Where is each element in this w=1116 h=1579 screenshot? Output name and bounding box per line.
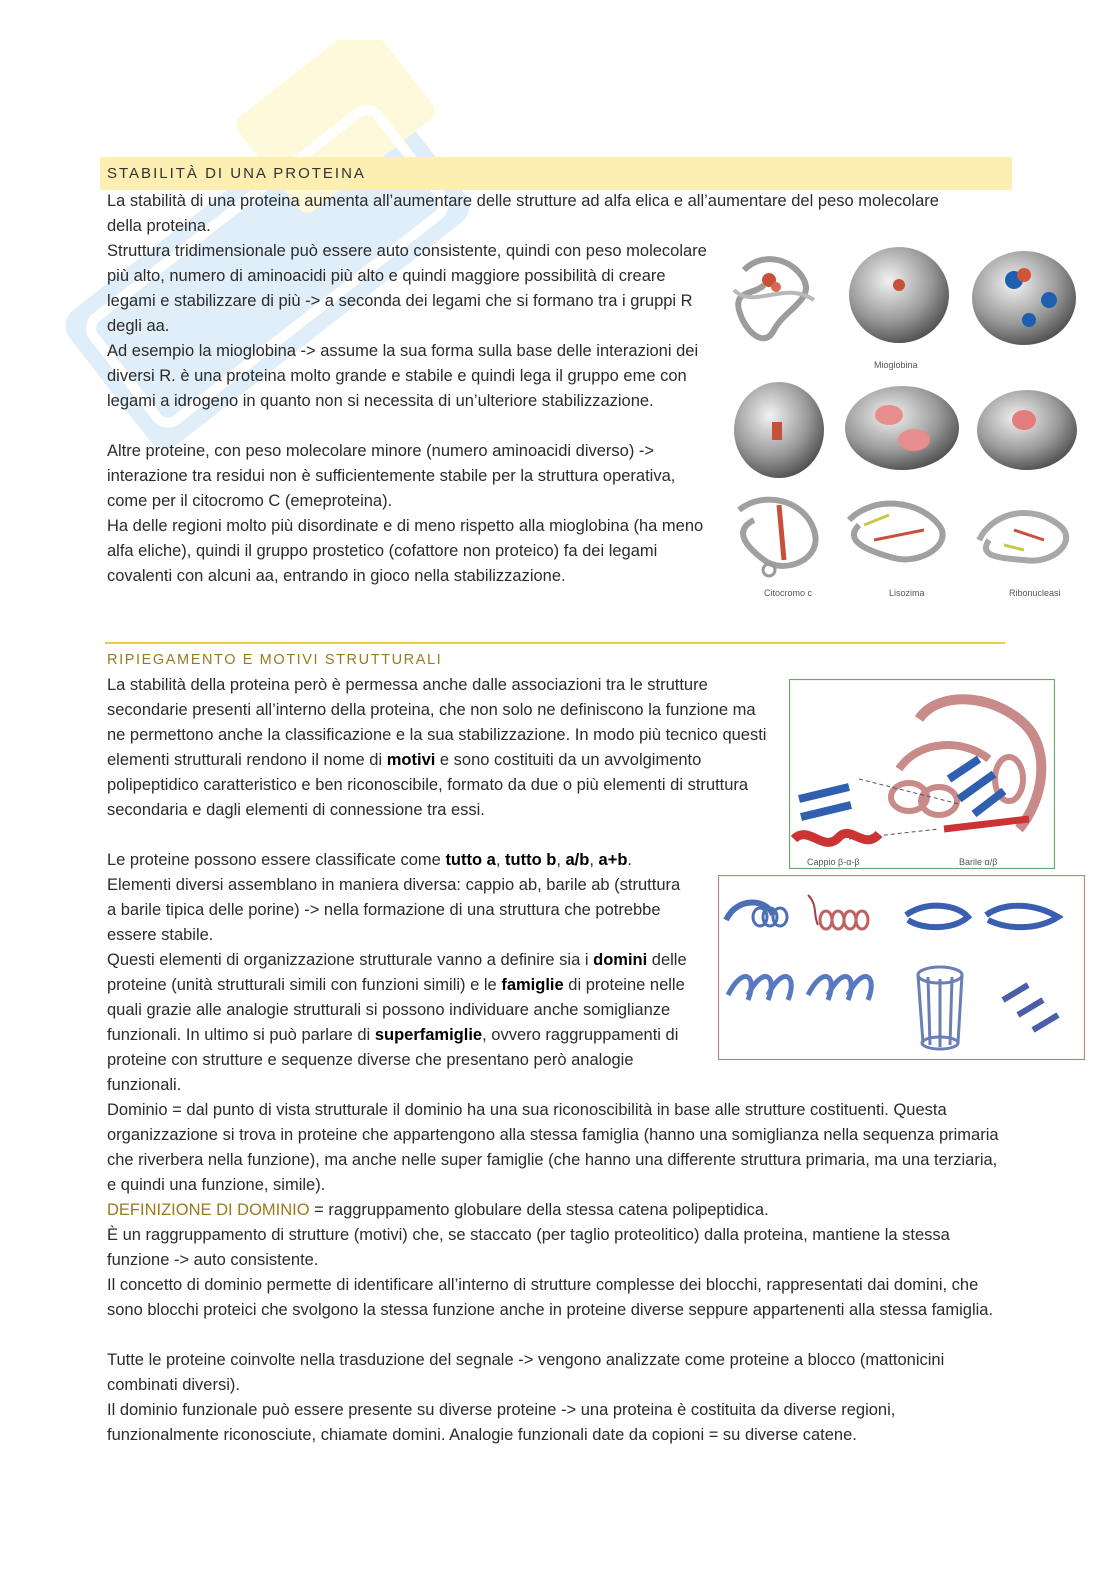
paragraph-altre-proteine: Altre proteine, con peso molecolare minore (numero aminoacidi diverso) -> interazione tra residui non è sufficientemente stabile per la struttura operativa, come per il citocromo C (emeproteina). [107,442,676,510]
definition-label: DEFINIZIONE DI DOMINIO [107,1201,310,1219]
caption-cappio: Cappio β-α-β [807,857,860,867]
caption-lisozima: Lisozima [889,588,925,598]
term-domini: domini [593,951,648,969]
term-a-b: a/b [565,851,590,869]
mioglobina-surface-image [849,247,949,343]
ribonucleasi-surface-image [977,390,1077,470]
paragraph-mioglobina: Ad esempio la mioglobina -> assume la sua forma sulla base delle interazioni dei diversi R. è una proteina molto grande e stabile e quindi lega il gruppo eme con legami a idrogeno in quanto non si necessita di un’ulteriore stabilizzazione. [107,342,699,410]
lisozima-surface-image [845,386,959,470]
caption-citocromo: Citocromo c [764,588,813,598]
citocromo-ribbon-image [739,500,816,576]
paragraph-elementi-diversi: Elementi diversi assemblano in maniera diversa: cappio ab, barile ab (struttura a barile tipica delle porine) -> nella formazione di una struttura che potrebbe essere stabile. [107,876,681,944]
mioglobina-surface-charge-image [972,251,1076,345]
figure-barile-alfa-beta [789,679,1055,869]
paragraph-struttura: Struttura tridimensionale può essere auto consistente, quindi con peso molecolare più alto, numero di aminoacidi più alto e quindi maggiore possibilità di creare legami e stabilizzare di più -> a seconda dei legami che si formano tra i gruppi R degli aa. [107,242,707,335]
ribonucleasi-ribbon-image [979,513,1066,561]
paragraph-regioni: Ha delle regioni molto più disordinate e di meno rispetto alla mioglobina (ha meno alfa eliche), quindi il gruppo prostetico (cofattore non proteico) fa dei legami covalenti con alcuni aa, entrando in gioco nella stabilizzazione. [107,517,704,585]
paragraph-classificazione: Le proteine possono essere classificate come tutto a, tutto b, a/b, a+b. [107,851,633,869]
term-motivi: motivi [386,751,436,769]
caption-barile: Barile α/β [959,857,998,867]
figure-protein-structures [724,240,1090,610]
paragraph-trasduzione: Tutte le proteine coinvolte nella trasduzione del segnale -> vengono analizzate come proteine a blocco (mattonicini combinati diversi). [107,1351,945,1394]
paragraph-motivi: La stabilità della proteina però è permessa anche dalle associazioni tra le strutture secondarie presenti all’interno della proteina, che non solo ne definiscono la funzione ma ne permettono anche la classificazione e la sua stabilizzazione. In modo più tecnico questi elementi strutturali rendono il nome di motivi e sono costituiti da un avvolgimento polipeptidico caratteristico e ben riconoscibile, formato da due o più elementi di struttura secondaria e dagli elementi di connessione tra essi. [107,676,767,819]
citocromo-surface-image [734,382,824,478]
paragraph-intro: La stabilità di una proteina aumenta all’aumentare delle strutture ad alfa elica e all’aumentare del peso molecolare della proteina. [107,192,939,235]
term-tutto-a: tutto a [445,851,496,869]
term-tutto-b: tutto b [505,851,557,869]
figure-motivi-strutturali [718,875,1085,1060]
term-a-piu-b: a+b [598,851,628,869]
paragraph-dominio-funzionale: Il dominio funzionale può essere presente su diverse proteine -> una proteina è costituita da diverse regioni, funzionalmente riconosciute, chiamate domini. Analogie funzionali date da copioni = su diverse catene. [107,1401,896,1444]
lisozima-ribbon-image [849,504,943,560]
term-superfamiglie: superfamiglie [374,1026,483,1044]
mioglobina-ribbon-image [734,259,814,338]
section-divider [105,642,1005,644]
paragraph-definizione-dominio: DEFINIZIONE DI DOMINIO = raggruppamento globulare della stessa catena polipeptidica. [107,1201,769,1219]
paragraph-concetto-dominio: Il concetto di dominio permette di identificare all’interno di strutture complesse dei blocchi, rappresentati dai domini, che sono blocchi proteici che svolgono la stessa funzione anche in proteine diverse seppure appartenenti alla stessa famiglia. [107,1276,994,1319]
caption-mioglobina: Mioglobina [874,360,918,370]
caption-ribonucleasi: Ribonucleasi [1009,588,1061,598]
paragraph-domini-famiglie: Questi elementi di organizzazione strutturale vanno a definire sia i domini delle proteine (unità strutturali simili con funzioni simili) e le famiglie di proteine nelle quali grazie alle analogie strutturali si possono individuare anche somiglianze funzionali. In ultimo si può parlare di superfamiglie, ovvero raggruppamenti di proteine con strutture e sequenze diverse che presentano però analogie funzionali. [107,951,687,1094]
section-title-stabilita: STABILITÀ DI UNA PROTEINA [100,157,1012,190]
section-title-ripiegamento: RIPIEGAMENTO E MOTIVI STRUTTURALI [107,652,443,668]
term-famiglie: famiglie [501,976,564,994]
paragraph-dominio: Dominio = dal punto di vista strutturale il dominio ha una sua riconoscibilità in base alle strutture costituenti. Questa organizzazione si trova in proteine che appartengono alla stessa famiglia (hanno una somiglianza nella sequenza primaria che riverbera nella funzione), ma anche nelle super famiglie (che hanno una differente struttura primaria, ma una terziaria, e quindi una funzione, simile). [107,1101,999,1194]
paragraph-raggruppamento: È un raggruppamento di strutture (motivi) che, se staccato (per taglio proteolitico) dalla proteina, mantiene la stessa funzione -> auto consistente. [107,1226,950,1269]
